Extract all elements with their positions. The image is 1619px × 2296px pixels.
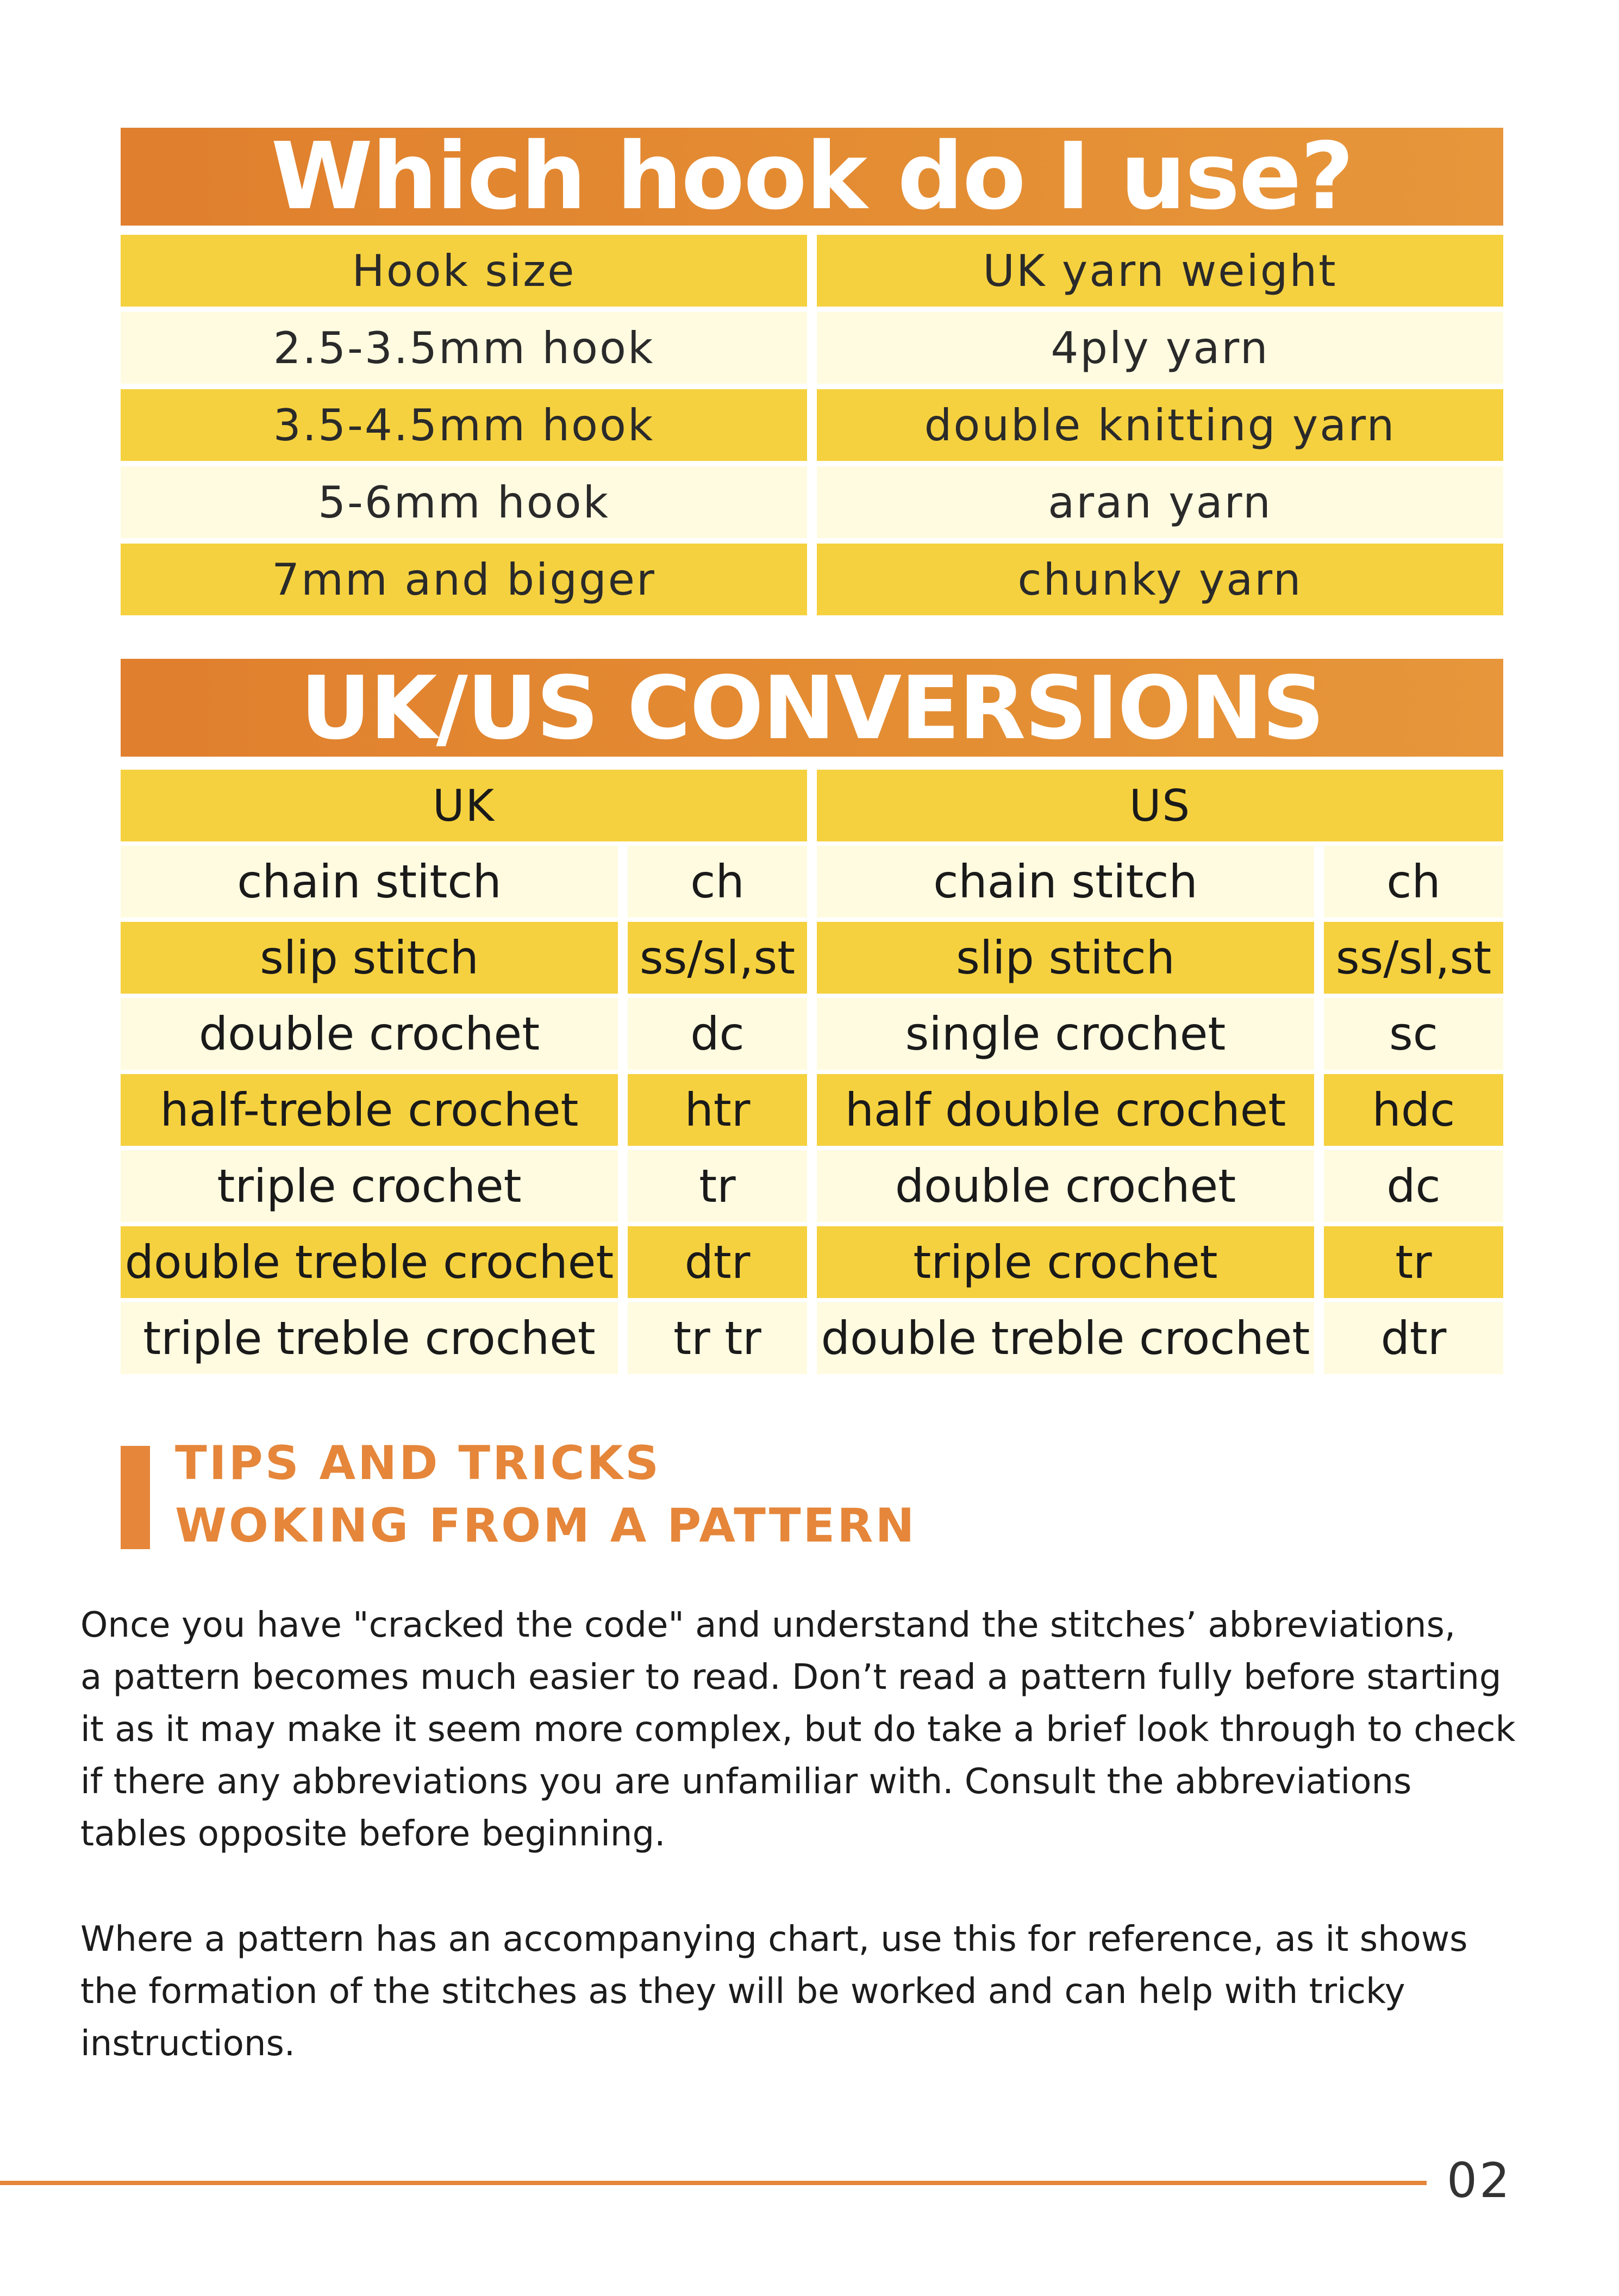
yarn-weight-cell: chunky yarn bbox=[817, 544, 1503, 615]
paragraph-line: Where a pattern has an accompanying chart, use this for reference, as it shows bbox=[80, 1919, 1468, 1960]
us-abbr-cell: hdc bbox=[1324, 1074, 1503, 1146]
hook-size-cell: 2.5-3.5mm hook bbox=[121, 312, 807, 384]
yarn-weight-cell: aran yarn bbox=[817, 466, 1503, 538]
uk-abbr-cell: htr bbox=[628, 1074, 807, 1146]
us-term-cell: double crochet bbox=[817, 1150, 1314, 1222]
yarn-weight-cell: double knitting yarn bbox=[817, 389, 1503, 461]
hook-table-row bbox=[121, 312, 1503, 384]
paragraph-line: Once you have "cracked the code" and understand the stitches’ abbreviations, bbox=[80, 1605, 1456, 1645]
us-term-cell: double treble crochet bbox=[817, 1302, 1314, 1374]
tips-accent-bar bbox=[121, 1446, 150, 1549]
paragraph-line: instructions. bbox=[80, 2024, 296, 2064]
us-abbr-cell: tr bbox=[1324, 1226, 1503, 1298]
header-uk: UK bbox=[121, 770, 807, 841]
tips-title-line2: WOKING FROM A PATTERN bbox=[175, 1499, 917, 1553]
us-term-cell: slip stitch bbox=[817, 922, 1314, 994]
us-abbr-cell: dc bbox=[1324, 1150, 1503, 1222]
uk-abbr-cell: tr bbox=[628, 1150, 807, 1222]
us-abbr-cell: ss/sl,st bbox=[1324, 922, 1503, 994]
uk-abbr-cell: dtr bbox=[628, 1226, 807, 1298]
tips-paragraph-2 bbox=[80, 1913, 1548, 2070]
paragraph-line: tables opposite before beginning. bbox=[80, 1814, 666, 1854]
hook-size-cell: 5-6mm hook bbox=[121, 466, 807, 538]
conversion-table-row bbox=[121, 922, 1503, 994]
uk-abbr-cell: ch bbox=[628, 846, 807, 918]
uk-term-cell: triple treble crochet bbox=[121, 1302, 618, 1374]
tips-title-line1: TIPS AND TRICKS bbox=[175, 1436, 661, 1490]
hook-size-cell: 3.5-4.5mm hook bbox=[121, 389, 807, 461]
uk-term-cell: half-treble crochet bbox=[121, 1074, 618, 1146]
conversion-table-row bbox=[121, 1150, 1503, 1222]
us-abbr-cell: dtr bbox=[1324, 1302, 1503, 1374]
hook-table-header bbox=[121, 235, 1503, 307]
footer-rule bbox=[0, 2181, 1427, 2185]
hook-size-cell: 7mm and bigger bbox=[121, 544, 807, 615]
conversion-table-title: UK/US CONVERSIONS bbox=[121, 659, 1503, 757]
conversion-table-row bbox=[121, 846, 1503, 918]
uk-abbr-cell: tr tr bbox=[628, 1302, 807, 1374]
conversion-table-row bbox=[121, 1074, 1503, 1146]
paragraph-line: if there any abbreviations you are unfamiliar with. Consult the abbreviations bbox=[80, 1762, 1412, 1802]
uk-term-cell: chain stitch bbox=[121, 846, 618, 918]
conversion-table-row bbox=[121, 1226, 1503, 1298]
header-hook-size: Hook size bbox=[121, 235, 807, 307]
uk-abbr-cell: dc bbox=[628, 998, 807, 1070]
page-number: 02 bbox=[1447, 2152, 1512, 2208]
uk-term-cell: double crochet bbox=[121, 998, 618, 1070]
uk-term-cell: triple crochet bbox=[121, 1150, 618, 1222]
us-abbr-cell: sc bbox=[1324, 998, 1503, 1070]
hook-table-row bbox=[121, 389, 1503, 461]
uk-term-cell: slip stitch bbox=[121, 922, 618, 994]
conversion-table-row bbox=[121, 1302, 1503, 1374]
us-term-cell: chain stitch bbox=[817, 846, 1314, 918]
us-abbr-cell: ch bbox=[1324, 846, 1503, 918]
us-term-cell: single crochet bbox=[817, 998, 1314, 1070]
us-term-cell: triple crochet bbox=[817, 1226, 1314, 1298]
tips-paragraph-1 bbox=[80, 1599, 1548, 1860]
us-term-cell: half double crochet bbox=[817, 1074, 1314, 1146]
hook-table-row bbox=[121, 544, 1503, 615]
paragraph-line: the formation of the stitches as they will be worked and can help with tricky bbox=[80, 1971, 1405, 2012]
paragraph-line: it as it may make it seem more complex, but do take a brief look through to check bbox=[80, 1709, 1516, 1750]
header-uk-yarn-weight: UK yarn weight bbox=[817, 235, 1503, 307]
conversion-table-row bbox=[121, 998, 1503, 1070]
header-us: US bbox=[817, 770, 1503, 841]
uk-abbr-cell: ss/sl,st bbox=[628, 922, 807, 994]
conversion-table-header bbox=[121, 770, 1503, 841]
yarn-weight-cell: 4ply yarn bbox=[817, 312, 1503, 384]
paragraph-line: a pattern becomes much easier to read. Don’t read a pattern fully before starting bbox=[80, 1657, 1502, 1698]
hook-table-row bbox=[121, 466, 1503, 538]
uk-term-cell: double treble crochet bbox=[121, 1226, 618, 1298]
hook-table-title: Which hook do I use? bbox=[121, 128, 1503, 226]
